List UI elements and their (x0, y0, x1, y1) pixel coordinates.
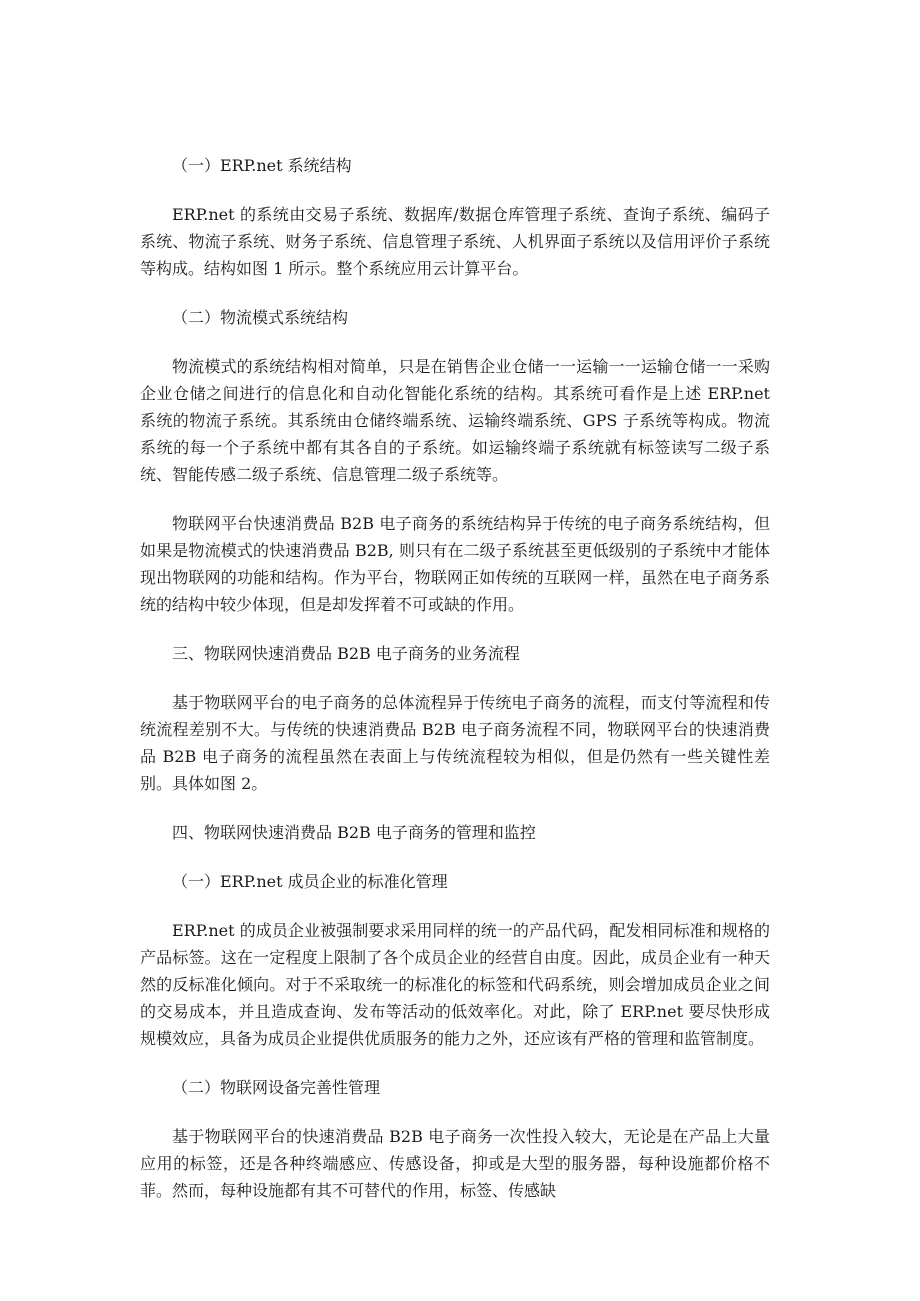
heading-device-completeness: （二）物联网设备完善性管理 (172, 1078, 381, 1097)
heading-erp-system-structure: （一）ERP.net 系统结构 (172, 156, 352, 175)
para-device-completeness: 基于物联网平台的快速消费品 B2B 电子商务一次性投入较大，无论是在产品上大量应用的标签，还是各种终端感应、传感设备，抑或是大型的服务器，每种设施都价格不菲。然而，每种设施都有其不可替代的作用，标签、传感缺 (140, 1127, 770, 1200)
document-body (140, 152, 770, 1226)
para-erp-system-composition: ERP.net 的系统由交易子系统、数据库/数据仓库管理子系统、查询子系统、编码子系统、物流子系统、财务子系统、信息管理子系统、人机界面子系统以及信用评价子系统等构成。结构如图 1 所示。整个系统应用云计算平台。 (140, 205, 770, 278)
heading-management-monitoring: 四、物联网快速消费品 B2B 电子商务的管理和监控 (172, 823, 536, 842)
heading-business-process: 三、物联网快速消费品 B2B 电子商务的业务流程 (172, 644, 520, 663)
heading-standardized-management: （一）ERP.net 成员企业的标准化管理 (172, 872, 448, 891)
heading-logistics-mode-structure: （二）物流模式系统结构 (172, 308, 349, 327)
para-logistics-mode-description: 物流模式的系统结构相对简单，只是在销售企业仓储一一运输一一运输仓储一一采购企业仓储之间进行的信息化和自动化智能化系统的结构。其系统可看作是上述 ERP.net 系统的物流子系统。其系统由仓储终端系统、运输终端系统、GPS 子系统等构成。物流系统的每一个子系统中都有其各自的子系统。如运输终端子系统就有标签读写二级子系统、智能传感二级子系统、信息管理二级子系统等。 (140, 357, 770, 484)
para-business-process-description: 基于物联网平台的电子商务的总体流程异于传统电子商务的流程，而支付等流程和传统流程差别不大。与传统的快速消费品 B2B 电子商务流程不同，物联网平台的快速消费品 B2B 电子商务的流程虽然在表面上与传统流程较为相似，但是仍然有一些关键性差别。具体如图 2。 (140, 693, 770, 793)
para-iot-platform-structure: 物联网平台快速消费品 B2B 电子商务的系统结构异于传统的电子商务系统结构，但如果是物流模式的快速消费品 B2B, 则只有在二级子系统甚至更低级别的子系统中才能体现出物联网的功能和结构。作为平台，物联网正如传统的互联网一样，虽然在电子商务系统的结构中较少体现，但是却发挥着不可或缺的作用。 (140, 514, 770, 614)
para-standardized-management: ERP.net 的成员企业被强制要求采用同样的统一的产品代码，配发相同标准和规格的产品标签。这在一定程度上限制了各个成员企业的经营自由度。因此，成员企业有一种天然的反标准化倾向。对于不采取统一的标准化的标签和代码系统，则会增加成员企业之间的交易成本，并且造成查询、发布等活动的低效率化。对此，除了 ERP.net 要尽快形成规模效应，具备为成员企业提供优质服务的能力之外，还应该有严格的管理和监管制度。 (140, 921, 770, 1048)
